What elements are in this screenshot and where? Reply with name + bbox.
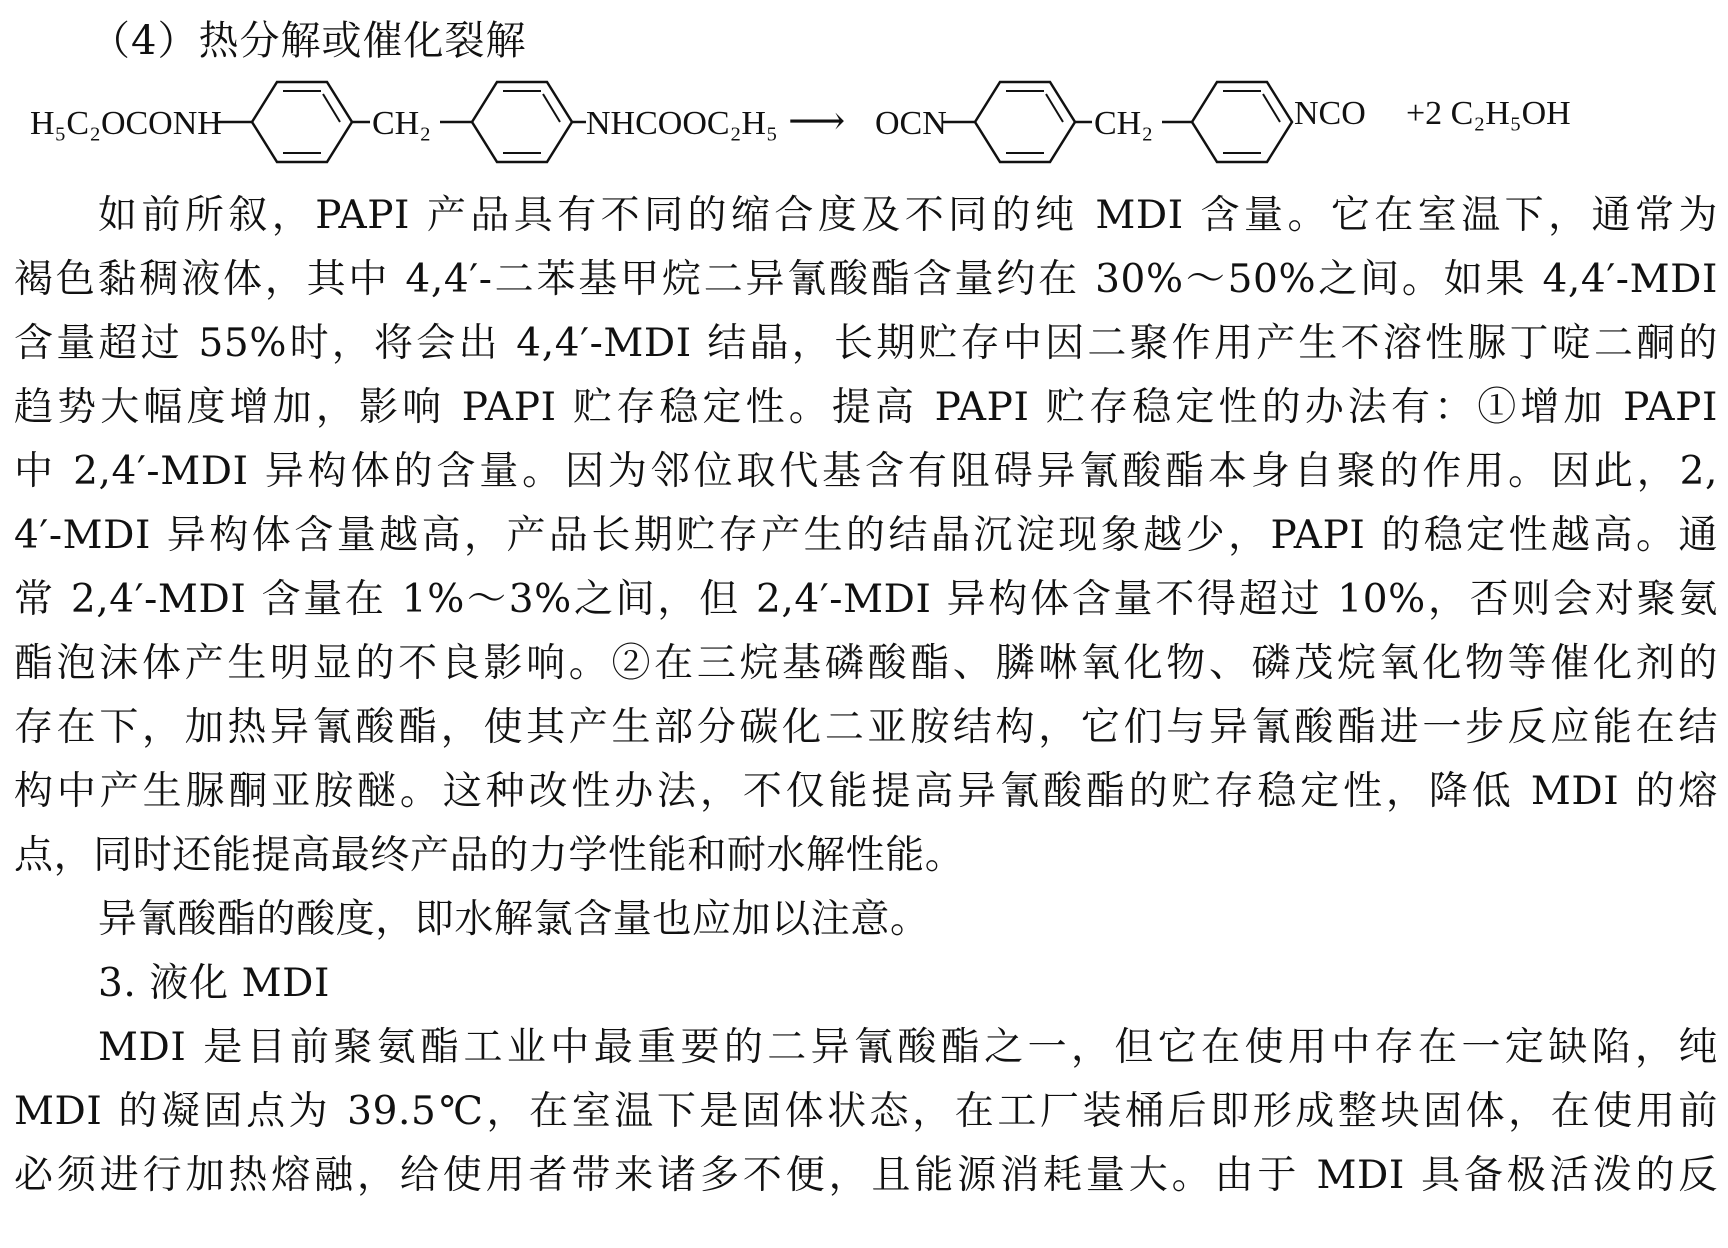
subsection-heading: （4）热分解或催化裂解 <box>90 18 527 64</box>
paragraph-line: 点，同时还能提高最终产品的力学性能和耐水解性能。 <box>14 833 965 878</box>
methylene-bridge-left: CH₂ <box>372 105 432 142</box>
methylene-bridge-right: CH₂ <box>1094 105 1154 142</box>
paragraph-line: 存在下，加热异氰酸酯，使其产生部分碳化二亚胺结构，它们与异氰酸酯进一步反应能在结 <box>14 705 1718 750</box>
section-title: 3. 液化 MDI <box>98 961 331 1006</box>
reaction-scheme <box>20 62 1720 192</box>
paragraph-line: 中 2,4′-MDI 异构体的含量。因为邻位取代基含有阻碍异氰酸酯本身自聚的作用。因此，2, <box>14 449 1718 494</box>
benzene-ring-1 <box>252 82 352 162</box>
body-text <box>14 184 1718 1208</box>
section-line: MDI 是目前聚氨酯工业中最重要的二异氰酸酯之一，但它在使用中存在一定缺陷，纯 <box>98 1025 1718 1070</box>
reaction-arrow: ⟶ <box>788 98 846 143</box>
paragraph-line: 趋势大幅度增加，影响 PAPI 贮存稳定性。提高 PAPI 贮存稳定性的办法有：①增加 PAPI <box>14 385 1718 430</box>
section-line: 必须进行加热熔融，给使用者带来诸多不便，且能源消耗量大。由于 MDI 具备极活泼的反 <box>14 1153 1718 1198</box>
benzene-ring-3 <box>975 82 1075 162</box>
acidity-note: 异氰酸酯的酸度，即水解氯含量也应加以注意。 <box>98 897 930 942</box>
section-line: MDI 的凝固点为 39.5℃，在室温下是固体状态，在工厂装桶后即形成整块固体，在使用前 <box>14 1089 1718 1134</box>
reactant-right-group: NHCOOC₂H₅ <box>586 105 778 142</box>
product-right-group: NCO <box>1294 95 1366 132</box>
paragraph-line: 常 2,4′-MDI 含量在 1%～3%之间，但 2,4′-MDI 异构体含量不得超过 10%，否则会对聚氨 <box>14 577 1718 622</box>
benzene-ring-4 <box>1192 82 1292 162</box>
reaction-byproduct: +2 C₂H₅OH <box>1406 95 1571 132</box>
paragraph-line: 4′-MDI 异构体含量越高，产品长期贮存产生的结晶沉淀现象越少，PAPI 的稳定性越高。通 <box>14 513 1718 558</box>
paragraph-line: 如前所叙，PAPI 产品具有不同的缩合度及不同的纯 MDI 含量。它在室温下，通常为 <box>98 193 1718 238</box>
product-left-group: OCN <box>875 105 947 142</box>
benzene-ring-2 <box>472 82 572 162</box>
paragraph-line: 褐色黏稠液体，其中 4,4′-二苯基甲烷二异氰酸酯含量约在 30%～50%之间。如果 4,4′-MDI <box>14 257 1718 302</box>
reactant-left-group: H₅C₂OCONH <box>30 105 222 142</box>
paragraph-line: 构中产生脲酮亚胺醚。这种改性办法，不仅能提高异氰酸酯的贮存稳定性，降低 MDI 的熔 <box>14 769 1718 814</box>
paragraph-line: 含量超过 55%时，将会出 4,4′-MDI 结晶，长期贮存中因二聚作用产生不溶性脲丁啶二酮的 <box>14 321 1718 366</box>
paragraph-line: 酯泡沫体产生明显的不良影响。②在三烷基磷酸酯、膦啉氧化物、磷茂烷氧化物等催化剂的 <box>14 641 1718 686</box>
